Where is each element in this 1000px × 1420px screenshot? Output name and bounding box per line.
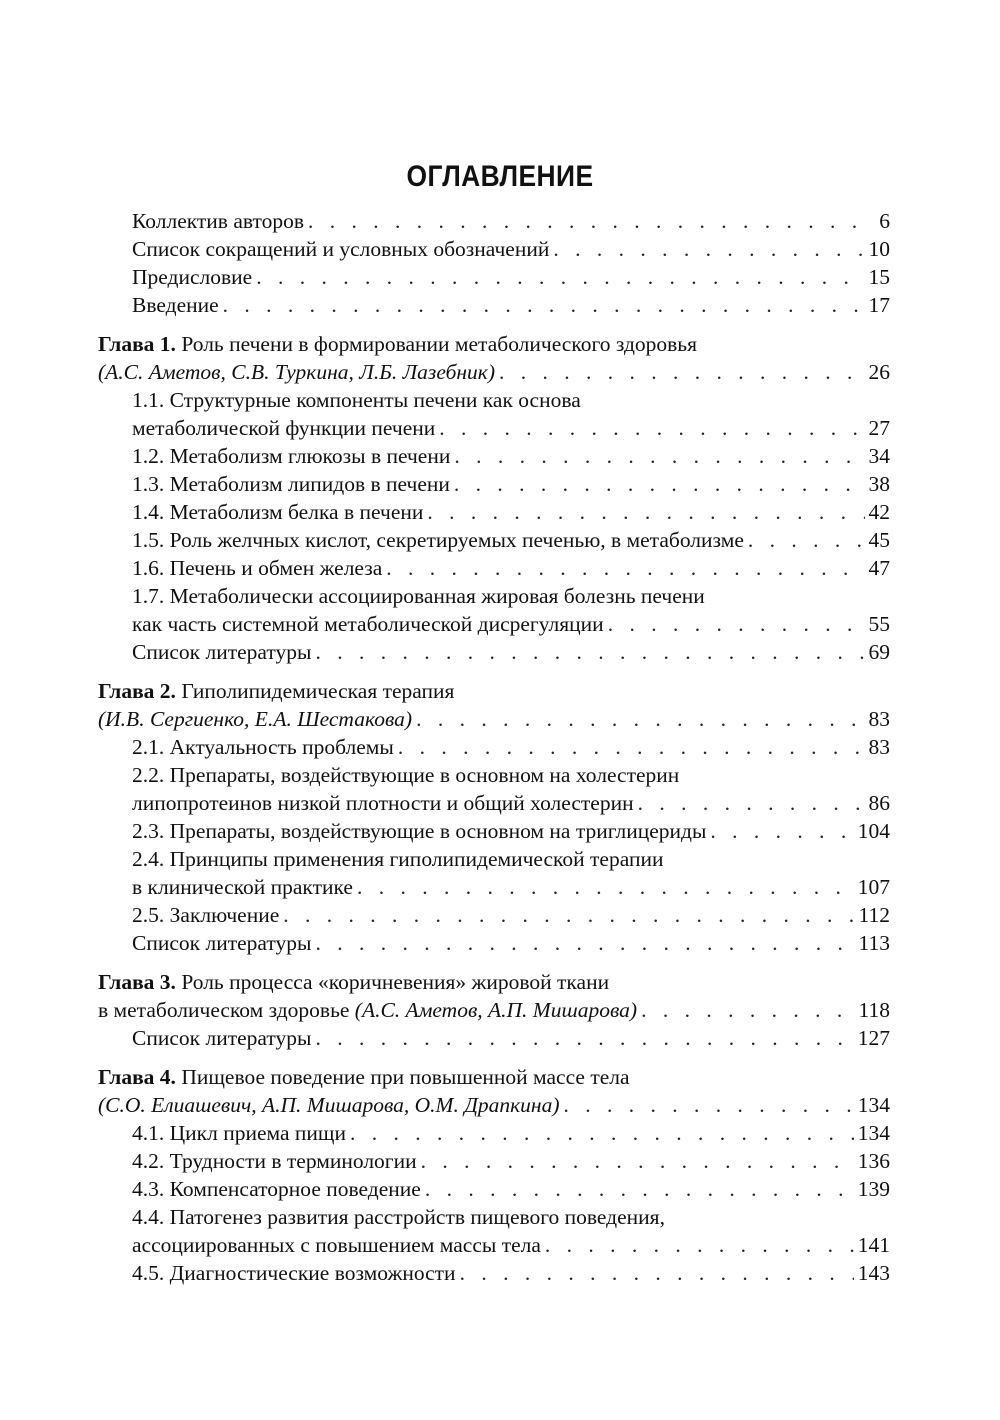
chapter-authors: (А.С. Аметов, С.В. Туркина, Л.Б. Лазебник) [98, 360, 496, 384]
section-4-5[interactable] [98, 1259, 890, 1287]
toc-page-number: 118 [858, 998, 890, 1022]
dot-leader [386, 554, 864, 582]
toc-entry-text: Список сокращений и условных обозначений [132, 237, 550, 261]
dot-leader [308, 207, 875, 235]
chapter-4-heading[interactable] [98, 1063, 890, 1091]
toc-page-number: 134 [857, 1093, 890, 1117]
toc-entry-text: 1.2. Метаболизм глюкозы в печени [132, 444, 451, 468]
chapter-1-heading[interactable] [98, 330, 890, 358]
section-1-7-line1[interactable]: 1.7. Метаболически ассоциированная жировая болезнь печени [132, 584, 705, 608]
section-1-4[interactable] [98, 498, 890, 526]
toc-page-number: 104 [857, 819, 890, 843]
section-2-5[interactable] [98, 901, 890, 929]
chapter-authors: (С.О. Елиашевич, А.П. Мишарова, О.М. Драпкина) [98, 1093, 560, 1117]
section-1-5[interactable] [98, 526, 890, 554]
dot-leader [350, 1119, 854, 1147]
dot-leader [553, 235, 864, 263]
chapter-label: Глава 3. [98, 970, 176, 994]
chapter-title: Роль печени в формировании метаболического здоровья [181, 332, 697, 356]
section-2-4[interactable] [98, 873, 890, 901]
dot-leader [398, 733, 865, 761]
toc-entry-text: ассоциированных с повышением массы тела [132, 1233, 541, 1257]
toc-entry-text: 4.5. Диагностические возможности [132, 1261, 456, 1285]
section-4-4-line1[interactable]: 4.4. Патогенез развития расстройств пищевого поведения, [132, 1205, 665, 1229]
chapter-2-authors[interactable] [98, 705, 890, 733]
toc-page-number: 107 [857, 875, 890, 899]
dot-leader [608, 610, 865, 638]
dot-leader [748, 526, 865, 554]
toc-entry-text: 2.3. Препараты, воздействующие в основном на триглицериды [132, 819, 707, 843]
dot-leader [454, 442, 864, 470]
toc-page-number: 6 [879, 209, 890, 233]
toc-page-number: 112 [858, 903, 890, 927]
chapter-3-references[interactable] [98, 1024, 890, 1052]
toc-page-number: 127 [857, 1026, 890, 1050]
toc-page-number: 10 [868, 237, 890, 261]
section-4-1[interactable] [98, 1119, 890, 1147]
chapter-1-authors[interactable] [98, 358, 890, 386]
dot-leader [315, 1024, 853, 1052]
toc-entry-text: липопротеинов низкой плотности и общий холестерин [132, 791, 634, 815]
section-1-1[interactable] [98, 414, 890, 442]
chapter-2-heading[interactable] [98, 677, 890, 705]
toc-page-number: 15 [868, 265, 890, 289]
toc-page-number: 47 [868, 556, 890, 580]
dot-leader [460, 1259, 854, 1287]
toc-entry-text: 4.3. Компенсаторное поведение [132, 1177, 421, 1201]
dot-leader [564, 1091, 854, 1119]
toc-entry-abbreviations[interactable] [98, 235, 890, 263]
toc-page-number: 113 [858, 931, 890, 955]
toc-entry-text: Список литературы [132, 640, 312, 664]
toc-page-number: 38 [868, 472, 890, 496]
section-4-4[interactable] [98, 1231, 890, 1259]
section-4-2[interactable] [98, 1147, 890, 1175]
dot-leader [439, 414, 864, 442]
table-of-contents [98, 207, 890, 1287]
toc-page-number: 134 [857, 1121, 890, 1145]
toc-entry-text: Предисловие [132, 265, 253, 289]
toc-page-number: 143 [857, 1261, 890, 1285]
toc-entry-introduction[interactable] [98, 291, 890, 319]
section-2-1[interactable] [98, 733, 890, 761]
dot-leader [256, 263, 864, 291]
toc-entry-text: 4.1. Цикл приема пищи [132, 1121, 346, 1145]
dot-leader [638, 789, 865, 817]
toc-entry-text: 2.1. Актуальность проблемы [132, 735, 394, 759]
chapter-label: Глава 4. [98, 1065, 176, 1089]
toc-entry-text: 1.4. Метаболизм белка в печени [132, 500, 424, 524]
section-2-2-line1[interactable]: 2.2. Препараты, воздействующие в основном на холестерин [132, 763, 680, 787]
section-2-4-line1[interactable]: 2.4. Принципы применения гиполипидемической терапии [132, 847, 664, 871]
toc-page-number: 42 [868, 500, 890, 524]
toc-page-number: 26 [868, 360, 890, 384]
dot-leader [545, 1231, 854, 1259]
toc-entry-text: как часть системной метаболической дисрегуляции [132, 612, 604, 636]
chapter-authors: (И.В. Сергиенко, Е.А. Шестакова) [98, 707, 413, 731]
toc-page-number: 141 [857, 1233, 890, 1257]
dot-leader [416, 705, 864, 733]
dot-leader [223, 291, 865, 319]
chapter-3-heading[interactable] [98, 968, 890, 996]
toc-entry-text: Список литературы [132, 931, 312, 955]
chapter-label: Глава 2. [98, 679, 176, 703]
dot-leader [427, 498, 864, 526]
toc-page-number: 86 [868, 791, 890, 815]
chapter-1-references[interactable] [98, 638, 890, 666]
section-1-6[interactable] [98, 554, 890, 582]
dot-leader [421, 1147, 854, 1175]
section-2-3[interactable] [98, 817, 890, 845]
toc-entry-text: 4.2. Трудности в терминологии [132, 1149, 417, 1173]
toc-page-number: 17 [868, 293, 890, 317]
toc-entry-text: 1.6. Печень и обмен железа [132, 556, 383, 580]
section-4-3[interactable] [98, 1175, 890, 1203]
toc-entry-preface[interactable] [98, 263, 890, 291]
chapter-4-authors[interactable] [98, 1091, 890, 1119]
dot-leader [425, 1175, 854, 1203]
toc-page-number: 136 [857, 1149, 890, 1173]
dot-leader [499, 358, 864, 386]
toc-entry-authors-collective[interactable] [98, 207, 890, 235]
dot-leader [283, 901, 854, 929]
section-1-7[interactable] [98, 610, 890, 638]
toc-entry-text: 2.5. Заключение [132, 903, 280, 927]
dot-leader [315, 638, 864, 666]
toc-entry-text: Список литературы [132, 1026, 312, 1050]
chapter-title-continuation: в метаболическом здоровье [98, 998, 350, 1022]
section-2-2[interactable] [98, 789, 890, 817]
toc-page-number: 69 [868, 640, 890, 664]
section-1-3[interactable] [98, 470, 890, 498]
chapter-2-references[interactable] [98, 929, 890, 957]
chapter-title: Гиполипидемическая терапия [181, 679, 455, 703]
chapter-title: Пищевое поведение при повышенной массе тела [181, 1065, 630, 1089]
toc-entry-text: Введение [132, 293, 219, 317]
toc-page-number: 83 [868, 735, 890, 759]
toc-page-number: 55 [868, 612, 890, 636]
section-1-2[interactable] [98, 442, 890, 470]
toc-entry-text: 1.5. Роль желчных кислот, секретируемых печенью, в метаболизме [132, 528, 744, 552]
toc-entry-text: в клинической практике [132, 875, 353, 899]
chapter-title: Роль процесса «коричневения» жировой ткани [181, 970, 610, 994]
toc-page-number: 34 [868, 444, 890, 468]
page-title: ОГЛАВЛЕНИЕ [406, 160, 594, 193]
dot-leader [454, 470, 865, 498]
toc-entry-text: Коллектив авторов [132, 209, 304, 233]
toc-page-number: 83 [868, 707, 890, 731]
chapter-label: Глава 1. [98, 332, 176, 356]
chapter-authors: (А.С. Аметов, А.П. Мишарова) [354, 998, 638, 1022]
toc-page-number: 45 [868, 528, 890, 552]
dot-leader [315, 929, 854, 957]
dot-leader [710, 817, 853, 845]
toc-page-number: 139 [857, 1177, 890, 1201]
toc-entry-text: метаболической функции печени [132, 416, 436, 440]
dot-leader [641, 996, 854, 1024]
toc-page-number: 27 [868, 416, 890, 440]
section-1-1-line1[interactable]: 1.1. Структурные компоненты печени как основа [132, 388, 581, 412]
dot-leader [357, 873, 854, 901]
chapter-3-title-line2[interactable] [98, 996, 890, 1024]
toc-entry-text: 1.3. Метаболизм липидов в печени [132, 472, 450, 496]
